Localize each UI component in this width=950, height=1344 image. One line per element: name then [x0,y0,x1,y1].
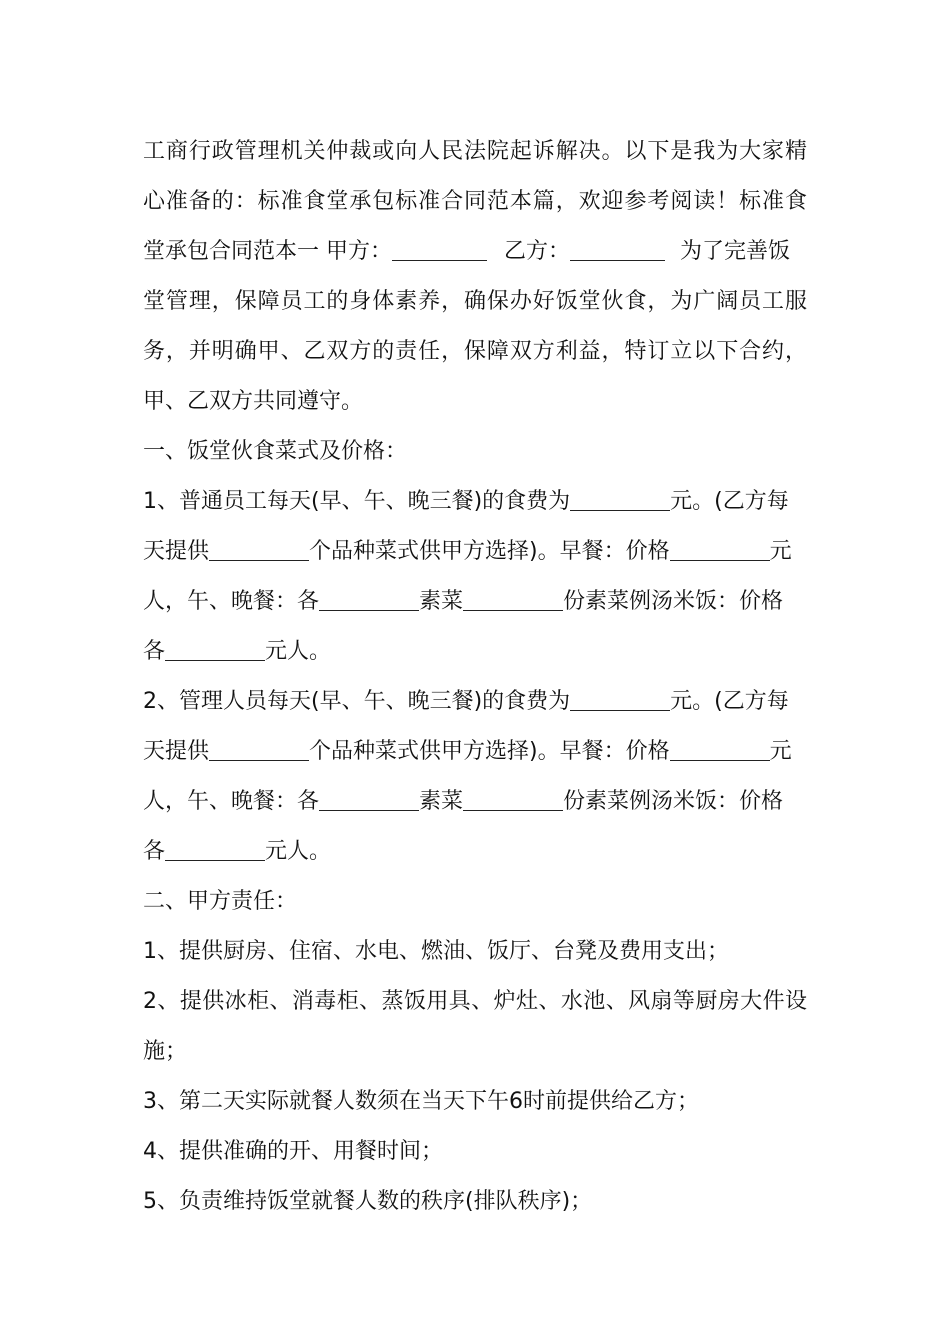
text-segment: 2、管理人员每天(早、午、晚三餐)的食费为 [143,689,571,714]
text-segment: 5、负责维持饭堂就餐人数的秩序(排队秩序)； [143,1189,593,1214]
fill-in-blank [570,238,665,261]
text-line [143,677,807,727]
fill-in-blank [670,738,770,761]
text-line [143,477,807,527]
text-line [143,977,807,1027]
fill-in-blank [165,638,265,661]
text-line [143,227,807,277]
text-segment: 各 [143,839,166,864]
text-line [143,827,807,877]
text-segment: 2、提供冰柜、消毒柜、蒸饭用具、炉灶、水池、风扇等厨房大件设 [143,989,807,1014]
text-segment: 元人。 [265,639,332,664]
fill-in-blank [392,238,487,261]
fill-in-blank [209,538,309,561]
text-segment: 天提供 [143,739,210,764]
fill-in-blank [670,538,770,561]
text-segment: 施； [143,1039,188,1064]
text-line [143,527,807,577]
text-segment: 1、普通员工每天(早、午、晚三餐)的食费为 [143,489,571,514]
fill-in-blank [570,688,670,711]
text-line [143,177,807,227]
text-segment: 元。(乙方每 [670,689,789,714]
text-segment: 4、提供准确的开、用餐时间； [143,1139,443,1164]
text-segment: 个品种菜式供甲方选择)。早餐：价格 [309,739,670,764]
fill-in-blank [463,588,563,611]
text-segment: 3、第二天实际就餐人数须在当天下午6时前提供给乙方； [143,1089,699,1114]
text-segment: 元。(乙方每 [670,489,789,514]
text-segment: 工商行政管理机关仲裁或向人民法院起诉解决。以下是我为大家精 [143,139,807,164]
text-line [143,1127,807,1177]
fill-in-blank [165,838,265,861]
text-line [143,727,807,777]
text-segment: 人，午、晚餐：各 [143,789,320,814]
section-heading [143,427,807,477]
text-line [143,577,807,627]
document-page [143,127,807,1227]
text-segment: 堂承包合同范本一 甲方： [143,239,392,264]
text-segment: 为了完善饭 [673,239,790,264]
text-segment: 甲、乙双方共同遵守。 [143,389,364,414]
text-segment: 元 [769,539,792,564]
fill-in-blank [570,488,670,511]
text-segment: 元人。 [265,839,332,864]
text-segment: 份素菜例汤米饭：价格 [563,789,784,814]
text-segment: 堂管理，保障员工的身体素养，确保办好饭堂伙食，为广阔员工服 [143,289,807,314]
text-line [143,1077,807,1127]
text-line [143,927,807,977]
text-line [143,777,807,827]
text-segment: 人，午、晚餐：各 [143,589,320,614]
fill-in-blank [209,738,309,761]
fill-in-blank [319,588,419,611]
text-line [143,1177,807,1227]
text-segment: 元 [769,739,792,764]
text-segment: 二、甲方责任： [143,889,298,914]
fill-in-blank [319,788,419,811]
text-segment: 个品种菜式供甲方选择)。早餐：价格 [309,539,670,564]
text-line [143,327,807,377]
section-heading [143,877,807,927]
text-line [143,627,807,677]
text-line [143,277,807,327]
text-segment: 天提供 [143,539,210,564]
text-segment: 份素菜例汤米饭：价格 [563,589,784,614]
text-segment: 各 [143,639,166,664]
fill-in-blank [463,788,563,811]
text-line [143,377,807,427]
text-line [143,1027,807,1077]
text-line [143,127,807,177]
text-segment: 素菜 [419,789,464,814]
text-segment: 1、提供厨房、住宿、水电、燃油、饭厅、台凳及费用支出； [143,939,729,964]
text-segment: 一、饭堂伙食菜式及价格： [143,439,408,464]
text-segment: 素菜 [419,589,464,614]
text-segment: 乙方： [497,239,570,264]
text-segment: 务，并明确甲、乙双方的责任，保障双方利益，特订立以下合约， [143,339,807,364]
text-segment: 心准备的：标准食堂承包标准合同范本篇，欢迎参考阅读！标准食 [143,189,807,214]
